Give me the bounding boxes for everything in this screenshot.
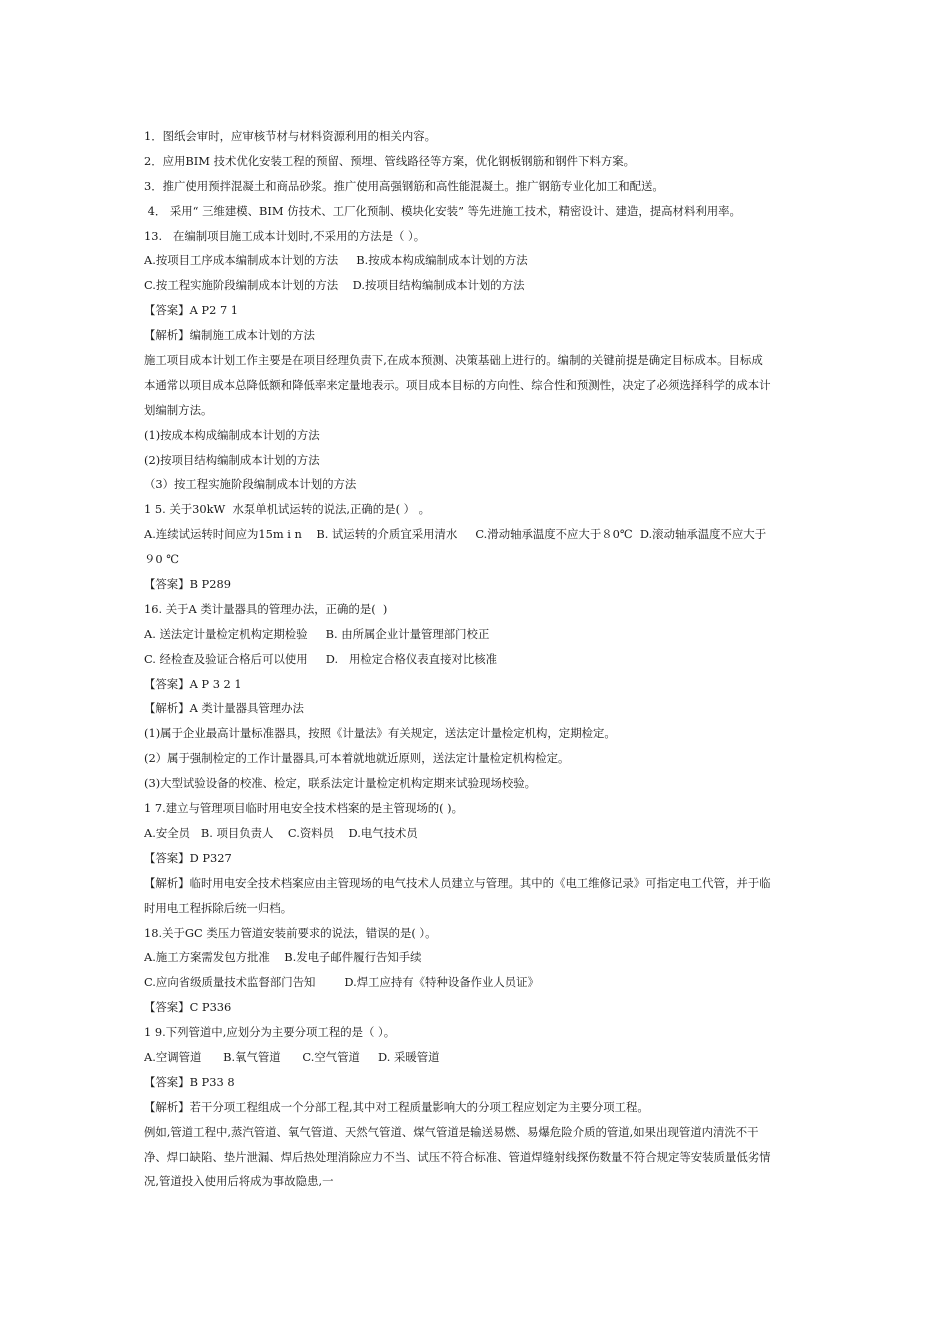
text-line: 【答案】C P336 <box>144 1000 232 1015</box>
text-line: A.连续试运转时间应为15m i n B. 试运转的介质宜采用清水 C.滑动轴承温度不应大于８0℃ D.滚动轴承温度不应大于 <box>144 527 767 542</box>
text-line: (3)大型试验设备的校准、检定，联系法定计量检定机构定期来试验现场校验。 <box>144 776 537 791</box>
text-line: 4． 采用“ 三维建模、BIM 仿技术、工厂化预制、模块化安装” 等先进施工技术，精密设计、建造，提高材料利用率。 <box>144 203 741 218</box>
text-line: 【答案】B P33 8 <box>144 1074 235 1089</box>
text-line: 本通常以项目成本总降低额和降低率来定量地表示。项目成本目标的方向性、综合性和预测性，决定了必须选择科学的成本计 <box>144 377 771 392</box>
text-line: A. 送法定计量检定机构定期检验 B. 由所属企业计量管理部门校正 <box>144 626 490 641</box>
text-line: 【解析】A 类计量器具管理办法 <box>144 701 304 716</box>
text-line: A.按项目工序成本编制成本计划的方法 B.按成本构成编制成本计划的方法 <box>144 253 528 268</box>
text-line: (1)按成本构成编制成本计划的方法 <box>144 427 320 442</box>
text-line: 1 5. 关于30kW 水泵单机试运转的说法,正确的是( ） 。 <box>144 502 431 517</box>
text-line: （3）按工程实施阶段编制成本计划的方法 <box>144 477 357 492</box>
text-line: 【解析】临时用电安全技术档案应由主管现场的电气技术人员建立与管理。其中的《电工维修记录》可指定电工代管，并于临 <box>144 875 771 890</box>
text-line: 【答案】A P2 7 1 <box>144 303 239 318</box>
text-line: 况,管道投入使用后将成为事故隐患,一 <box>144 1174 334 1189</box>
text-line: 划编制方法。 <box>144 402 213 417</box>
text-line: 16. 关于A 类计量器具的管理办法，正确的是( ) <box>144 601 388 616</box>
text-line: (1)属于企业最高计量标准器具，按照《计量法》有关规定，送法定计量检定机构，定期检定。 <box>144 726 616 741</box>
text-line: C.应向省级质量技术监督部门告知 D.焊工应持有《特种设备作业人员证》 <box>144 975 539 990</box>
text-line: A.安全员 B. 项目负责人 C.资料员 D.电气技术员 <box>144 825 418 840</box>
text-line: 时用电工程拆除后统一归档。 <box>144 900 293 915</box>
text-line: 【答案】A P 3 2 1 <box>144 676 242 691</box>
text-line: A.空调管道 B.氧气管道 C.空气管道 D. 采暖管道 <box>144 1049 440 1064</box>
text-line: 13. 在编制项目施工成本计划时,不采用的方法是（ ）。 <box>144 228 426 243</box>
text-line: 1 7.建立与管理项目临时用电安全技术档案的是主管现场的( )。 <box>144 801 464 816</box>
text-line: 1 9.下列管道中,应划分为主要分项工程的是（ ）。 <box>144 1025 396 1040</box>
text-line: ９0 ℃ <box>144 552 180 567</box>
text-line: 2．应用BIM 技术优化安装工程的预留、预埋、管线路径等方案，优化钢板钢筋和钢件下料方案。 <box>144 153 636 168</box>
text-line: 【答案】D P327 <box>144 850 232 865</box>
text-line: 【答案】B P289 <box>144 577 231 592</box>
text-line: 1．图纸会审时，应审核节材与材料资源利用的相关内容。 <box>144 129 437 143</box>
text-line: 净、焊口缺陷、垫片泄漏、焊后热处理消除应力不当、试压不符合标准、管道焊缝射线探伤数量不符合规定等安装质量低劣情 <box>144 1149 771 1164</box>
text-line: 施工项目成本计划工作主要是在项目经理负责下,在成本预测、决策基础上进行的。编制的关键前提是确定目标成本。目标成 <box>144 353 763 368</box>
text-line: C. 经检查及验证合格后可以使用 D. 用检定合格仪表直接对比核准 <box>144 651 498 666</box>
text-line: 【解析】若干分项工程组成一个分部工程,其中对工程质量影响大的分项工程应划定为主要分项工程。 <box>144 1099 649 1114</box>
text-line: C.按工程实施阶段编制成本计划的方法 D.按项目结构编制成本计划的方法 <box>144 278 525 293</box>
text-line: 3．推广使用预拌混凝土和商品砂浆。推广使用高强钢筋和高性能混凝土。推广钢筋专业化加工和配送。 <box>144 178 664 193</box>
text-line: 例如,管道工程中,蒸汽管道、氧气管道、天然气管道、煤气管道是输送易燃、易爆危险介质的管道,如果出现管道内清洗不干 <box>144 1124 759 1139</box>
text-line: (2)按项目结构编制成本计划的方法 <box>144 452 320 467</box>
text-line: (2）属于强制检定的工作计量器具,可本着就地就近原则，送法定计量检定机构检定。 <box>144 751 570 766</box>
text-line: 18.关于GC 类压力管道安装前要求的说法，错误的是( ）。 <box>144 925 437 940</box>
document-page <box>144 124 814 1194</box>
text-line: 【解析】编制施工成本计划的方法 <box>144 328 315 343</box>
text-line: A.施工方案需发包方批准 B.发电子邮件履行告知手续 <box>144 950 422 965</box>
